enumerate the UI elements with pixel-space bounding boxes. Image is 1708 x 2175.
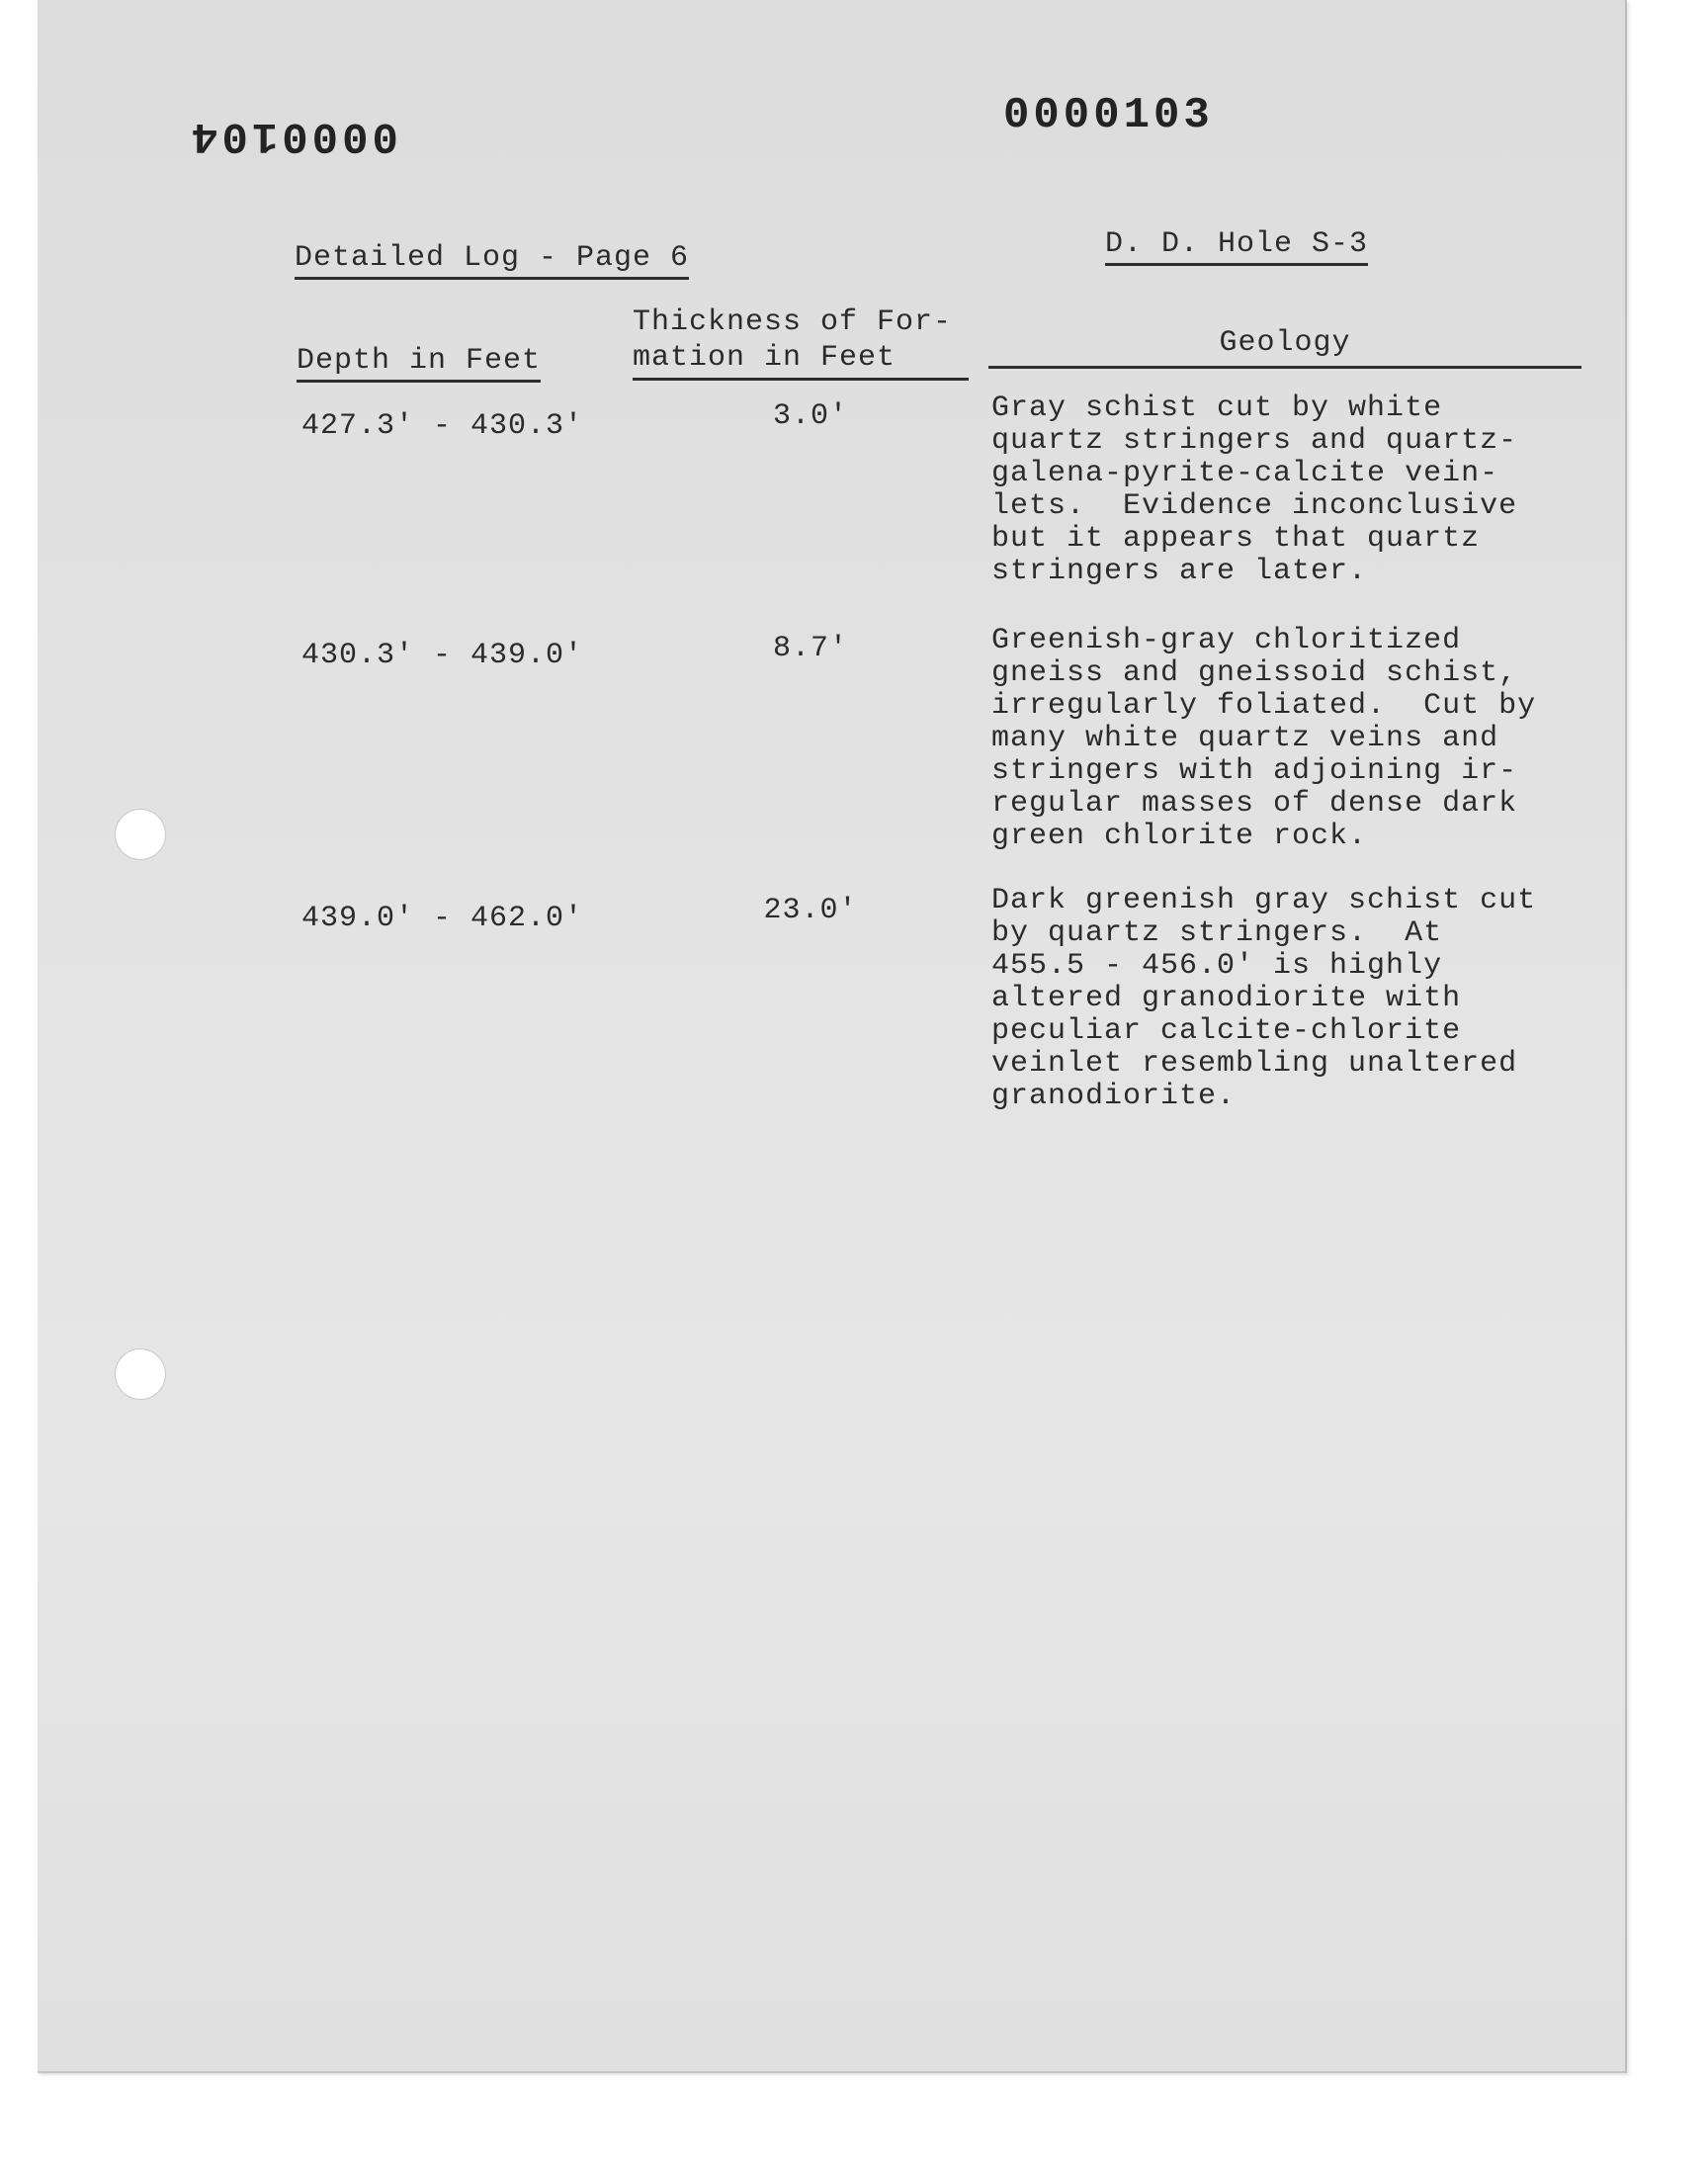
column-header-thickness-line2: mation in Feet (633, 340, 969, 381)
row-1-thickness: 3.0' (772, 399, 848, 433)
row-2-depth: 430.3' - 439.0' (301, 639, 584, 672)
row-3-thickness: 23.0' (763, 894, 858, 927)
document-number-stamp: 0000103 (1003, 91, 1214, 140)
row-1-depth: 427.3' - 430.3' (301, 409, 584, 443)
hole-identifier: D. D. Hole S-3 (1105, 227, 1368, 266)
column-header-depth: Depth in Feet (297, 344, 541, 383)
row-3-depth: 439.0' - 462.0' (301, 902, 584, 935)
document-number-stamp-upside-down: 0000104 (188, 111, 398, 160)
column-header-geology: Geology (988, 326, 1581, 369)
row-2-thickness: 8.7' (772, 632, 848, 665)
page-title: Detailed Log - Page 6 (295, 241, 689, 280)
row-2-geology: Greenish-gray chloritized gneiss and gneissoid schist, irregularly foliated. Cut by many white quartz veins and stringers with adjoining ir- regular masses of dense dark green chlorite rock. (991, 624, 1537, 853)
punch-hole-upper (115, 809, 166, 860)
column-header-thickness (633, 304, 969, 381)
column-header-thickness-line1: Thickness of For- (633, 305, 953, 339)
row-3-geology: Dark greenish gray schist cut by quartz stringers. At 455.5 - 456.0' is highly altered granodiorite with peculiar calcite-chlorite veinlet resembling unaltered granodiorite. (991, 884, 1537, 1113)
row-1-geology: Gray schist cut by white quartz stringers and quartz- galena-pyrite-calcite vein- lets. Evidence inconclusive but it appears that quartz stringers are later. (991, 392, 1518, 588)
punch-hole-lower (115, 1348, 166, 1400)
